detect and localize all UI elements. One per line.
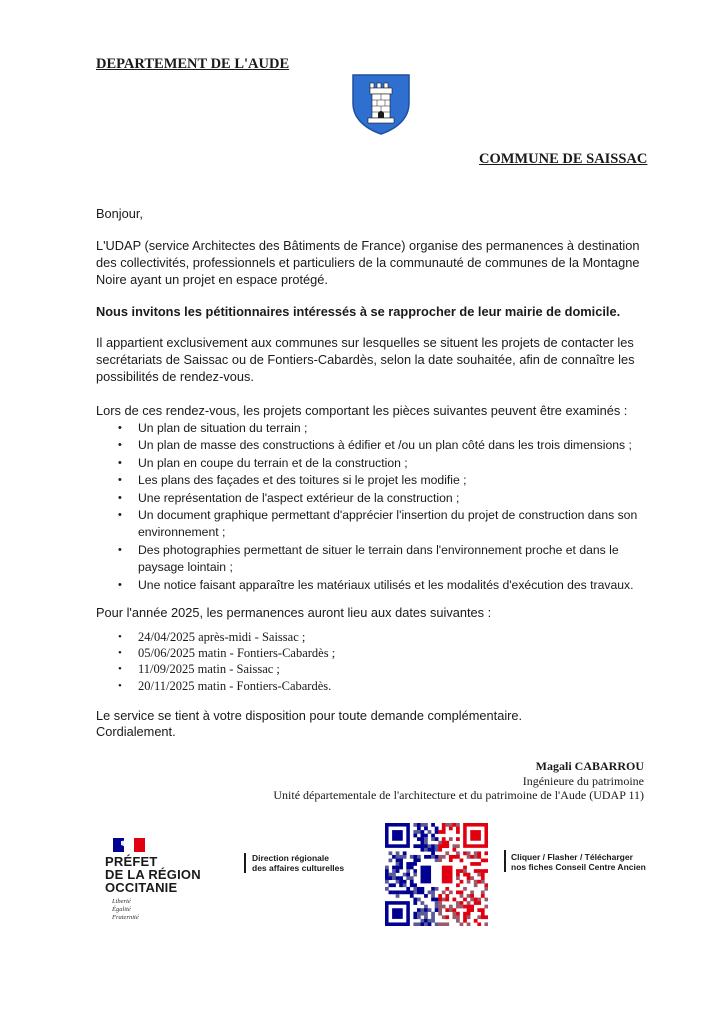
invite-paragraph: Nous invitons les pétitionnaires intéressés à se rapprocher de leur mairie de domicile.: [96, 304, 621, 319]
list-item: • Un plan en coupe du terrain et de la construction ;: [96, 455, 656, 472]
signatory-name: Magali CABARROU: [535, 759, 644, 773]
date-item: • 20/11/2025 matin - Fontiers-Cabardès.: [96, 678, 656, 694]
separator-bar: [244, 853, 246, 873]
intro-paragraph: L'UDAP (service Architectes des Bâtiments de France) organise des permanences à destination des collectivités, professionnels et particuliers de la communauté de communes de la Montagne Noire ayant un projet en espace protégé.: [96, 238, 640, 287]
documents-list: [96, 420, 656, 594]
list-item: • Un plan de situation du terrain ;: [96, 420, 656, 437]
cta-line: nos fiches Conseil Centre Ancien: [511, 862, 646, 872]
qr-code-icon[interactable]: [385, 823, 488, 926]
prefet-line: DE LA RÉGION: [105, 867, 201, 882]
commune-title: COMMUNE DE SAISSAC: [479, 151, 648, 167]
motto-line: Égalité: [112, 906, 131, 913]
cta-line: Cliquer / Flasher / Télécharger: [511, 852, 633, 862]
list-item: • Les plans des façades et des toitures si le projet les modifie ;: [96, 472, 656, 489]
separator-bar: [504, 850, 506, 872]
prefet-line: PRÉFET: [105, 854, 158, 869]
list-item: • Des photographies permettant de situer le terrain dans l'environnement proche et dans le paysage lointain ;: [96, 542, 656, 577]
closing-line: Le service se tient à votre disposition pour toute demande complémentaire.: [96, 708, 523, 723]
documents-intro: Lors de ces rendez-vous, les projets comportant les pièces suivantes peuvent être examinés :: [96, 403, 628, 418]
tower-coat-of-arms-icon: [350, 73, 412, 135]
dates-list: [96, 629, 656, 694]
list-item: • Un plan de masse des constructions à édifier et /ou un plan côté dans les trois dimensions ;: [96, 437, 656, 454]
dates-intro: Pour l'année 2025, les permanences auront lieu aux dates suivantes :: [96, 605, 492, 620]
list-item: • Un document graphique permettant d'apprécier l'insertion du projet de construction dans son environnement ;: [96, 507, 656, 542]
signatory-unit: Unité départementale de l'architecture et du patrimoine de l'Aude (UDAP 11): [273, 788, 644, 802]
closing-salutation: Cordialement.: [96, 724, 176, 739]
info-paragraph: Il appartient exclusivement aux communes sur lesquelles se situent les projets de contacter les secrétariats de Saissac ou de Fontiers-Cabardès, selon la date souhaitée, afin de connaître les possibilités de rendez-vous.: [96, 335, 635, 384]
date-item: • 11/09/2025 matin - Saissac ;: [96, 661, 656, 677]
motto-line: Liberté: [112, 898, 131, 905]
date-item: • 24/04/2025 après-midi - Saissac ;: [96, 629, 656, 645]
drac-line: Direction régionale: [252, 853, 329, 863]
date-item: • 05/06/2025 matin - Fontiers-Cabardès ;: [96, 645, 656, 661]
drac-line: des affaires culturelles: [252, 863, 345, 873]
greeting: Bonjour,: [96, 206, 143, 221]
department-title: DEPARTEMENT DE L'AUDE: [96, 56, 290, 72]
prefet-line: OCCITANIE: [105, 880, 178, 895]
list-item: • Une représentation de l'aspect extérieur de la construction ;: [96, 490, 656, 507]
motto-line: Fraternité: [112, 914, 139, 921]
list-item: • Une notice faisant apparaître les matériaux utilisés et les modalités d'exécution des travaux.: [96, 577, 656, 594]
marianne-flag-icon: [113, 838, 145, 852]
signatory-role: Ingénieure du patrimoine: [522, 774, 644, 788]
